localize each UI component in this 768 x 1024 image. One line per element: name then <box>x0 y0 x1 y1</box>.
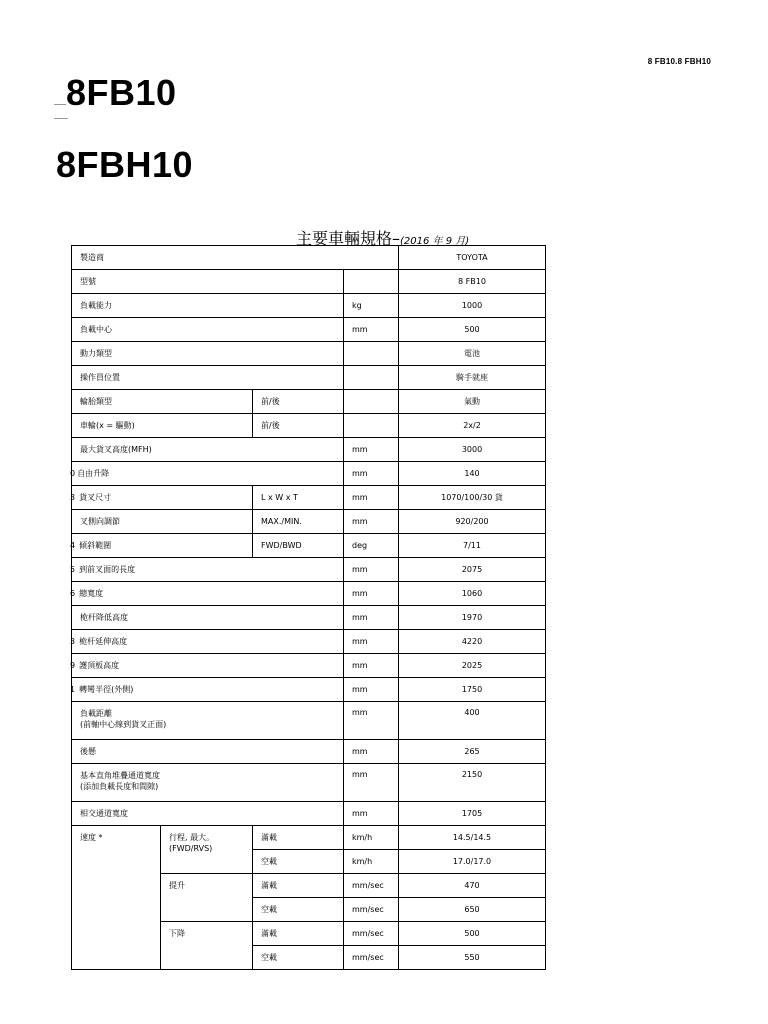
row-number: 3 <box>70 493 76 502</box>
table-row <box>72 294 546 318</box>
spec-unit: mm <box>344 582 399 606</box>
spec-value: 1750 <box>399 678 546 702</box>
spec-unit: mm/sec <box>344 874 399 898</box>
table-row <box>72 654 546 678</box>
speed-condition: 滿載 <box>253 874 344 898</box>
spec-unit: mm/sec <box>344 946 399 970</box>
spec-label-text: 負載距離 (前軸中心線到貨叉正面) <box>80 709 167 729</box>
table-row <box>72 246 546 270</box>
speed-label: 速度 * <box>72 826 161 970</box>
spec-sheet-title-dash: – <box>392 229 401 248</box>
row-number: 9 <box>70 661 76 670</box>
spec-unit <box>344 270 399 294</box>
table-row <box>72 534 546 558</box>
row-number: 1 <box>70 685 76 694</box>
spec-value: 1060 <box>399 582 546 606</box>
spec-label-text: 護頂板高度 <box>79 661 120 670</box>
spec-label <box>72 582 344 606</box>
spec-label: 叉側向調節 <box>72 510 253 534</box>
spec-value: 1705 <box>399 802 546 826</box>
spec-value: 550 <box>399 946 546 970</box>
spec-label-text: 轉彎半徑(外側) <box>79 685 134 694</box>
spec-value: 氣動 <box>399 390 546 414</box>
spec-label: 輪胎類型 <box>72 390 253 414</box>
table-row <box>72 764 546 802</box>
row-number: 4 <box>70 541 76 550</box>
model-title-1: 8FB10 <box>66 72 177 113</box>
spec-label <box>72 764 344 802</box>
spec-label: 型號 <box>72 270 344 294</box>
table-row <box>72 462 546 486</box>
model-title-2: 8FBH10 <box>56 144 194 185</box>
speed-condition: 滿載 <box>253 826 344 850</box>
spec-label: 桅杆降低高度 <box>72 606 344 630</box>
spec-label <box>72 558 344 582</box>
spec-value: TOYOTA <box>399 246 546 270</box>
row-number: 0 <box>70 469 76 478</box>
spec-value: 500 <box>399 922 546 946</box>
speed-lift-label: 提升 <box>161 874 253 922</box>
spec-label <box>72 630 344 654</box>
speed-condition: 空載 <box>253 898 344 922</box>
spec-value: 17.0/17.0 <box>399 850 546 874</box>
spec-label <box>72 486 253 510</box>
spec-sub: FWD/BWD <box>253 534 344 558</box>
spec-value: 14.5/14.5 <box>399 826 546 850</box>
spec-value: 1070/100/30 貨 <box>399 486 546 510</box>
speed-travel-label <box>161 826 253 874</box>
table-row <box>72 510 546 534</box>
speed-condition: 空載 <box>253 850 344 874</box>
table-row <box>72 270 546 294</box>
spec-value: 7/11 <box>399 534 546 558</box>
spec-unit: mm <box>344 654 399 678</box>
spec-label: 負載中心 <box>72 318 344 342</box>
spec-label <box>72 654 344 678</box>
speed-travel-text: 行程, 最大。 (FWD/RVS) <box>169 833 215 853</box>
table-row <box>72 702 546 740</box>
spec-value: 470 <box>399 874 546 898</box>
spec-unit <box>344 414 399 438</box>
tiny-mark-2 <box>54 118 68 119</box>
table-row <box>72 318 546 342</box>
spec-sub: MAX./MIN. <box>253 510 344 534</box>
row-number: 3 <box>70 637 76 646</box>
spec-unit: mm <box>344 702 399 740</box>
spec-value: 2150 <box>399 764 546 802</box>
spec-value: 1000 <box>399 294 546 318</box>
spec-unit <box>344 390 399 414</box>
table-row <box>72 802 546 826</box>
spec-unit: mm <box>344 438 399 462</box>
spec-unit: mm <box>344 462 399 486</box>
spec-label-text: 到前叉面的長度 <box>79 565 136 574</box>
table-row <box>72 390 546 414</box>
spec-value: 1970 <box>399 606 546 630</box>
spec-label <box>72 534 253 558</box>
speed-condition: 滿載 <box>253 922 344 946</box>
spec-label <box>72 462 344 486</box>
spec-unit: mm <box>344 630 399 654</box>
spec-unit: km/h <box>344 850 399 874</box>
spec-unit: mm <box>344 606 399 630</box>
row-number: 6 <box>70 589 76 598</box>
tiny-mark-1 <box>54 104 66 105</box>
spec-sheet-title-text: 主要車輛規格 <box>296 229 393 248</box>
spec-unit: kg <box>344 294 399 318</box>
speed-lower-label: 下降 <box>161 922 253 970</box>
row-number: 5 <box>70 565 76 574</box>
spec-unit: km/h <box>344 826 399 850</box>
spec-unit: mm <box>344 802 399 826</box>
spec-value: 騎手就座 <box>399 366 546 390</box>
spec-label-text: 桅杆延伸高度 <box>79 637 128 646</box>
spec-unit <box>344 366 399 390</box>
spec-unit: mm <box>344 764 399 802</box>
table-row <box>72 826 546 850</box>
speed-condition: 空載 <box>253 946 344 970</box>
spec-unit: mm <box>344 558 399 582</box>
spec-label <box>72 702 344 740</box>
spec-sub: L x W x T <box>253 486 344 510</box>
spec-sheet-date: (2016 年 9 月) <box>400 236 470 247</box>
spec-label: 動力類型 <box>72 342 344 366</box>
spec-label: 相交通道寬度 <box>72 802 344 826</box>
spec-label-text: 傾斜範圍 <box>79 541 112 550</box>
table-row <box>72 486 546 510</box>
spec-unit: mm/sec <box>344 898 399 922</box>
spec-unit: mm <box>344 510 399 534</box>
table-row <box>72 438 546 462</box>
spec-value: 電池 <box>399 342 546 366</box>
spec-label-text: 總寬度 <box>79 589 104 598</box>
table-row <box>72 414 546 438</box>
spec-value: 4220 <box>399 630 546 654</box>
spec-unit <box>344 342 399 366</box>
table-row <box>72 342 546 366</box>
table-row <box>72 606 546 630</box>
spec-value: 650 <box>399 898 546 922</box>
spec-sub: 前/後 <box>253 414 344 438</box>
spec-unit: mm <box>344 740 399 764</box>
table-row <box>72 630 546 654</box>
spec-label: 車輪(x = 驅動) <box>72 414 253 438</box>
spec-value: 400 <box>399 702 546 740</box>
spec-value: 265 <box>399 740 546 764</box>
table-row <box>72 366 546 390</box>
spec-value: 2x/2 <box>399 414 546 438</box>
spec-label: 負載能力 <box>72 294 344 318</box>
table-row <box>72 678 546 702</box>
spec-unit: mm/sec <box>344 922 399 946</box>
table-row <box>72 740 546 764</box>
spec-label <box>72 678 344 702</box>
table-row <box>72 582 546 606</box>
spec-value: 2025 <box>399 654 546 678</box>
spec-label-text: 基本直角堆疊通道寬度 (添加負載長度和間隙) <box>80 771 160 791</box>
spec-unit: mm <box>344 318 399 342</box>
spec-label: 操作員位置 <box>72 366 344 390</box>
spec-value: 8 FB10 <box>399 270 546 294</box>
spec-value: 3000 <box>399 438 546 462</box>
spec-label: 製造商 <box>72 246 399 270</box>
spec-value: 920/200 <box>399 510 546 534</box>
spec-unit: mm <box>344 678 399 702</box>
spec-unit: mm <box>344 486 399 510</box>
spec-value: 2075 <box>399 558 546 582</box>
spec-value: 500 <box>399 318 546 342</box>
spec-unit: deg <box>344 534 399 558</box>
spec-label: 最大貨叉高度(MFH) <box>72 438 344 462</box>
spec-table <box>71 245 546 970</box>
spec-label-text: 貨叉尺寸 <box>79 493 112 502</box>
table-row <box>72 558 546 582</box>
spec-label: 後懸 <box>72 740 344 764</box>
spec-value: 140 <box>399 462 546 486</box>
spec-label-text: 自由升降 <box>77 469 110 478</box>
spec-sub: 前/後 <box>253 390 344 414</box>
header-model-code: 8 FB10.8 FBH10 <box>647 57 711 66</box>
